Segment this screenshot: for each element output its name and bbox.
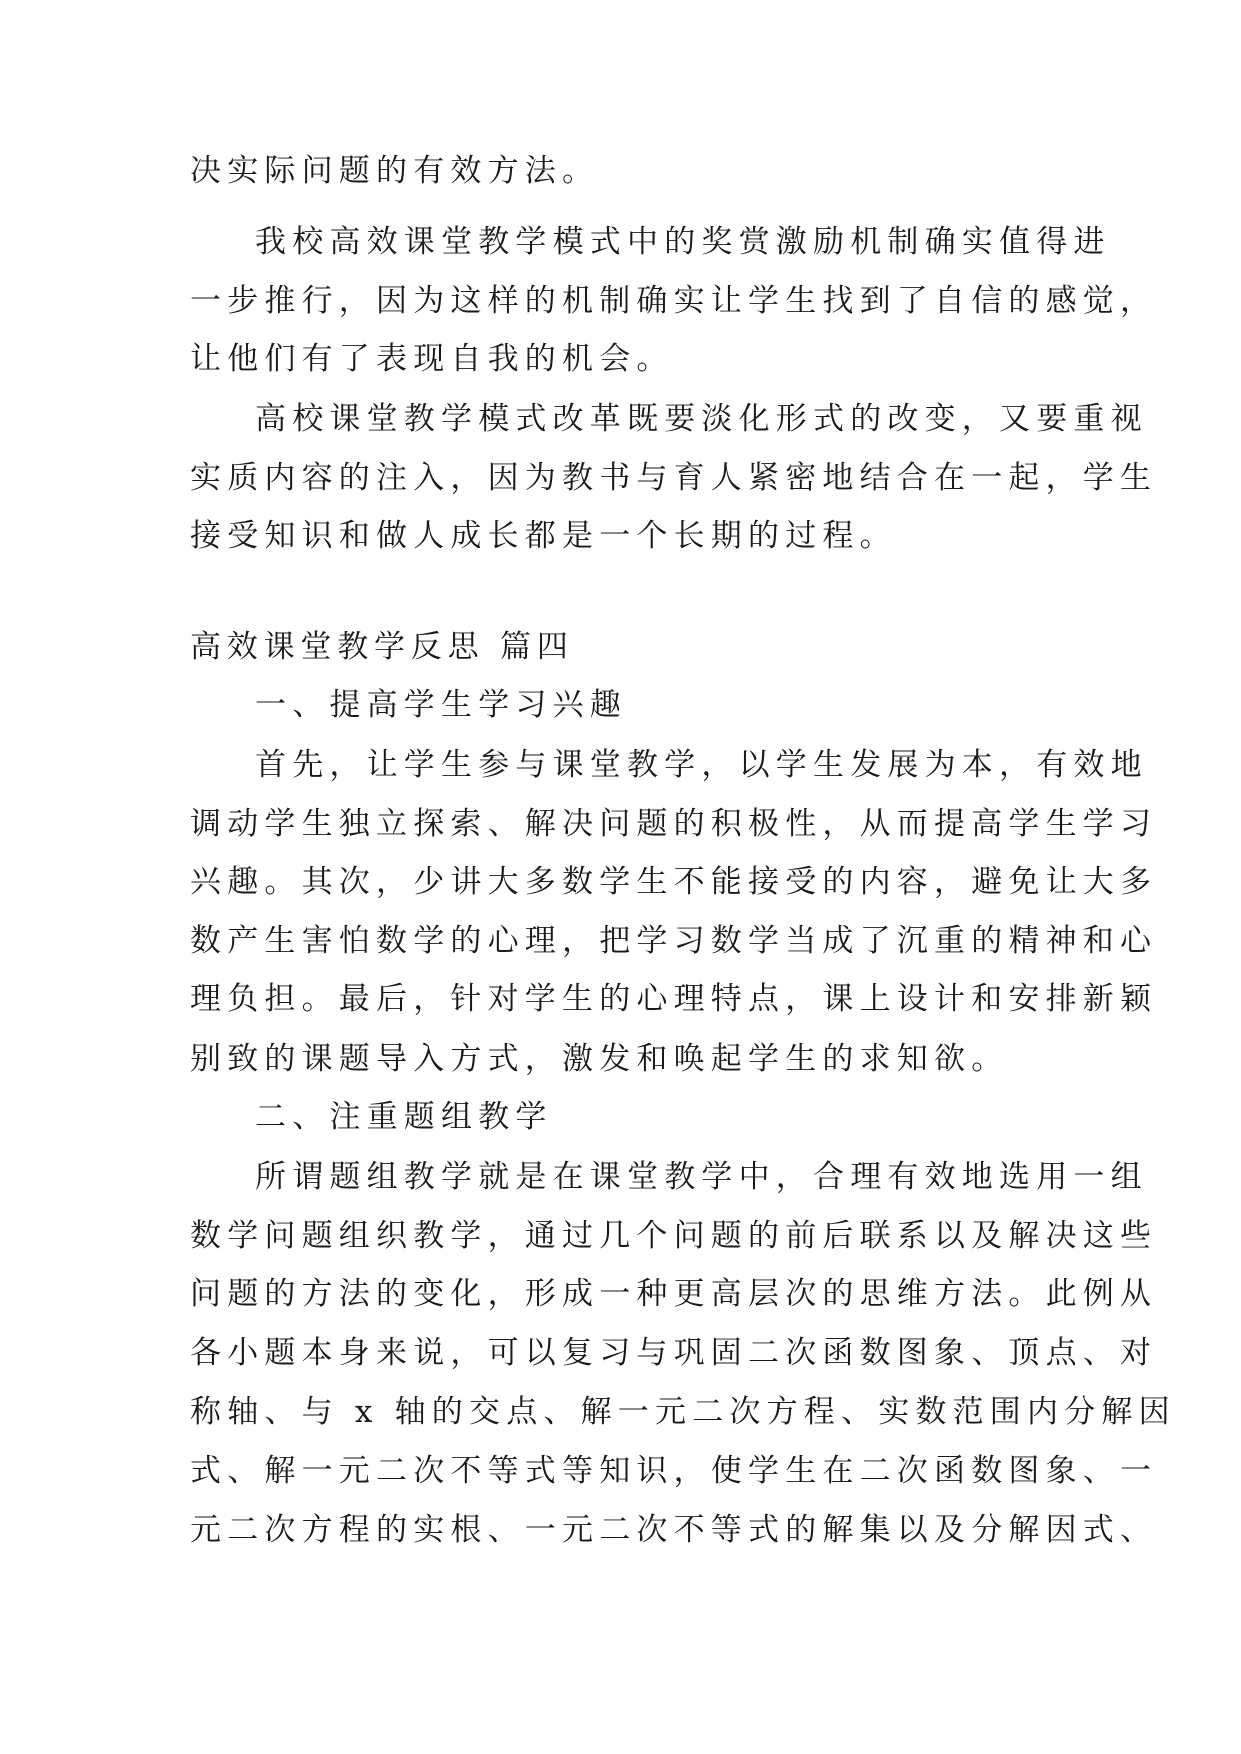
- paragraph-line: 高校课堂教学模式改革既要淡化形式的改变，又要重视: [255, 401, 1148, 437]
- section-title: 高效课堂教学反思 篇四: [190, 629, 574, 665]
- paragraph-line: 让他们有了表现自我的机会。: [190, 341, 674, 377]
- paragraph-line: 理负担。最后，针对学生的心理特点，课上设计和安排新颖: [190, 981, 1158, 1017]
- paragraph-line: 调动学生独立探索、解决问题的积极性，从而提高学生学习: [190, 806, 1158, 842]
- paragraph-line: 称轴、与 x 轴的交点、解一元二次方程、实数范围内分解因: [190, 1394, 1176, 1430]
- paragraph-line: 一步推行，因为这样的机制确实让学生找到了自信的感觉，: [190, 283, 1158, 319]
- paragraph-line: 各小题本身来说，可以复习与巩固二次函数图象、顶点、对: [190, 1335, 1158, 1371]
- paragraph-line: 别致的课题导入方式，激发和唤起学生的求知欲。: [190, 1041, 1009, 1077]
- paragraph-line: 元二次方程的实根、一元二次不等式的解集以及分解因式、: [190, 1512, 1158, 1548]
- subsection-heading: 二、注重题组教学: [255, 1099, 553, 1135]
- paragraph-line: 决实际问题的有效方法。: [190, 153, 600, 189]
- paragraph-line: 数产生害怕数学的心理，把学习数学当成了沉重的精神和心: [190, 923, 1158, 959]
- paragraph-line: 我校高效课堂教学模式中的奖赏激励机制确实值得进: [255, 224, 1111, 260]
- paragraph-line: 数学问题组织教学，通过几个问题的前后联系以及解决这些: [190, 1218, 1158, 1254]
- paragraph-line: 接受知识和做人成长都是一个长期的过程。: [190, 518, 897, 554]
- paragraph-line: 问题的方法的变化，形成一种更高层次的思维方法。此例从: [190, 1276, 1158, 1312]
- paragraph-line: 实质内容的注入，因为教书与育人紧密地结合在一起，学生: [190, 460, 1158, 496]
- subsection-heading: 一、提高学生学习兴趣: [255, 687, 627, 723]
- paragraph-line: 式、解一元二次不等式等知识，使学生在二次函数图象、一: [190, 1453, 1158, 1489]
- paragraph-line: 兴趣。其次，少讲大多数学生不能接受的内容，避免让大多: [190, 864, 1158, 900]
- paragraph-line: 所谓题组教学就是在课堂教学中，合理有效地选用一组: [255, 1159, 1148, 1195]
- paragraph-line: 首先，让学生参与课堂教学，以学生发展为本，有效地: [255, 747, 1148, 783]
